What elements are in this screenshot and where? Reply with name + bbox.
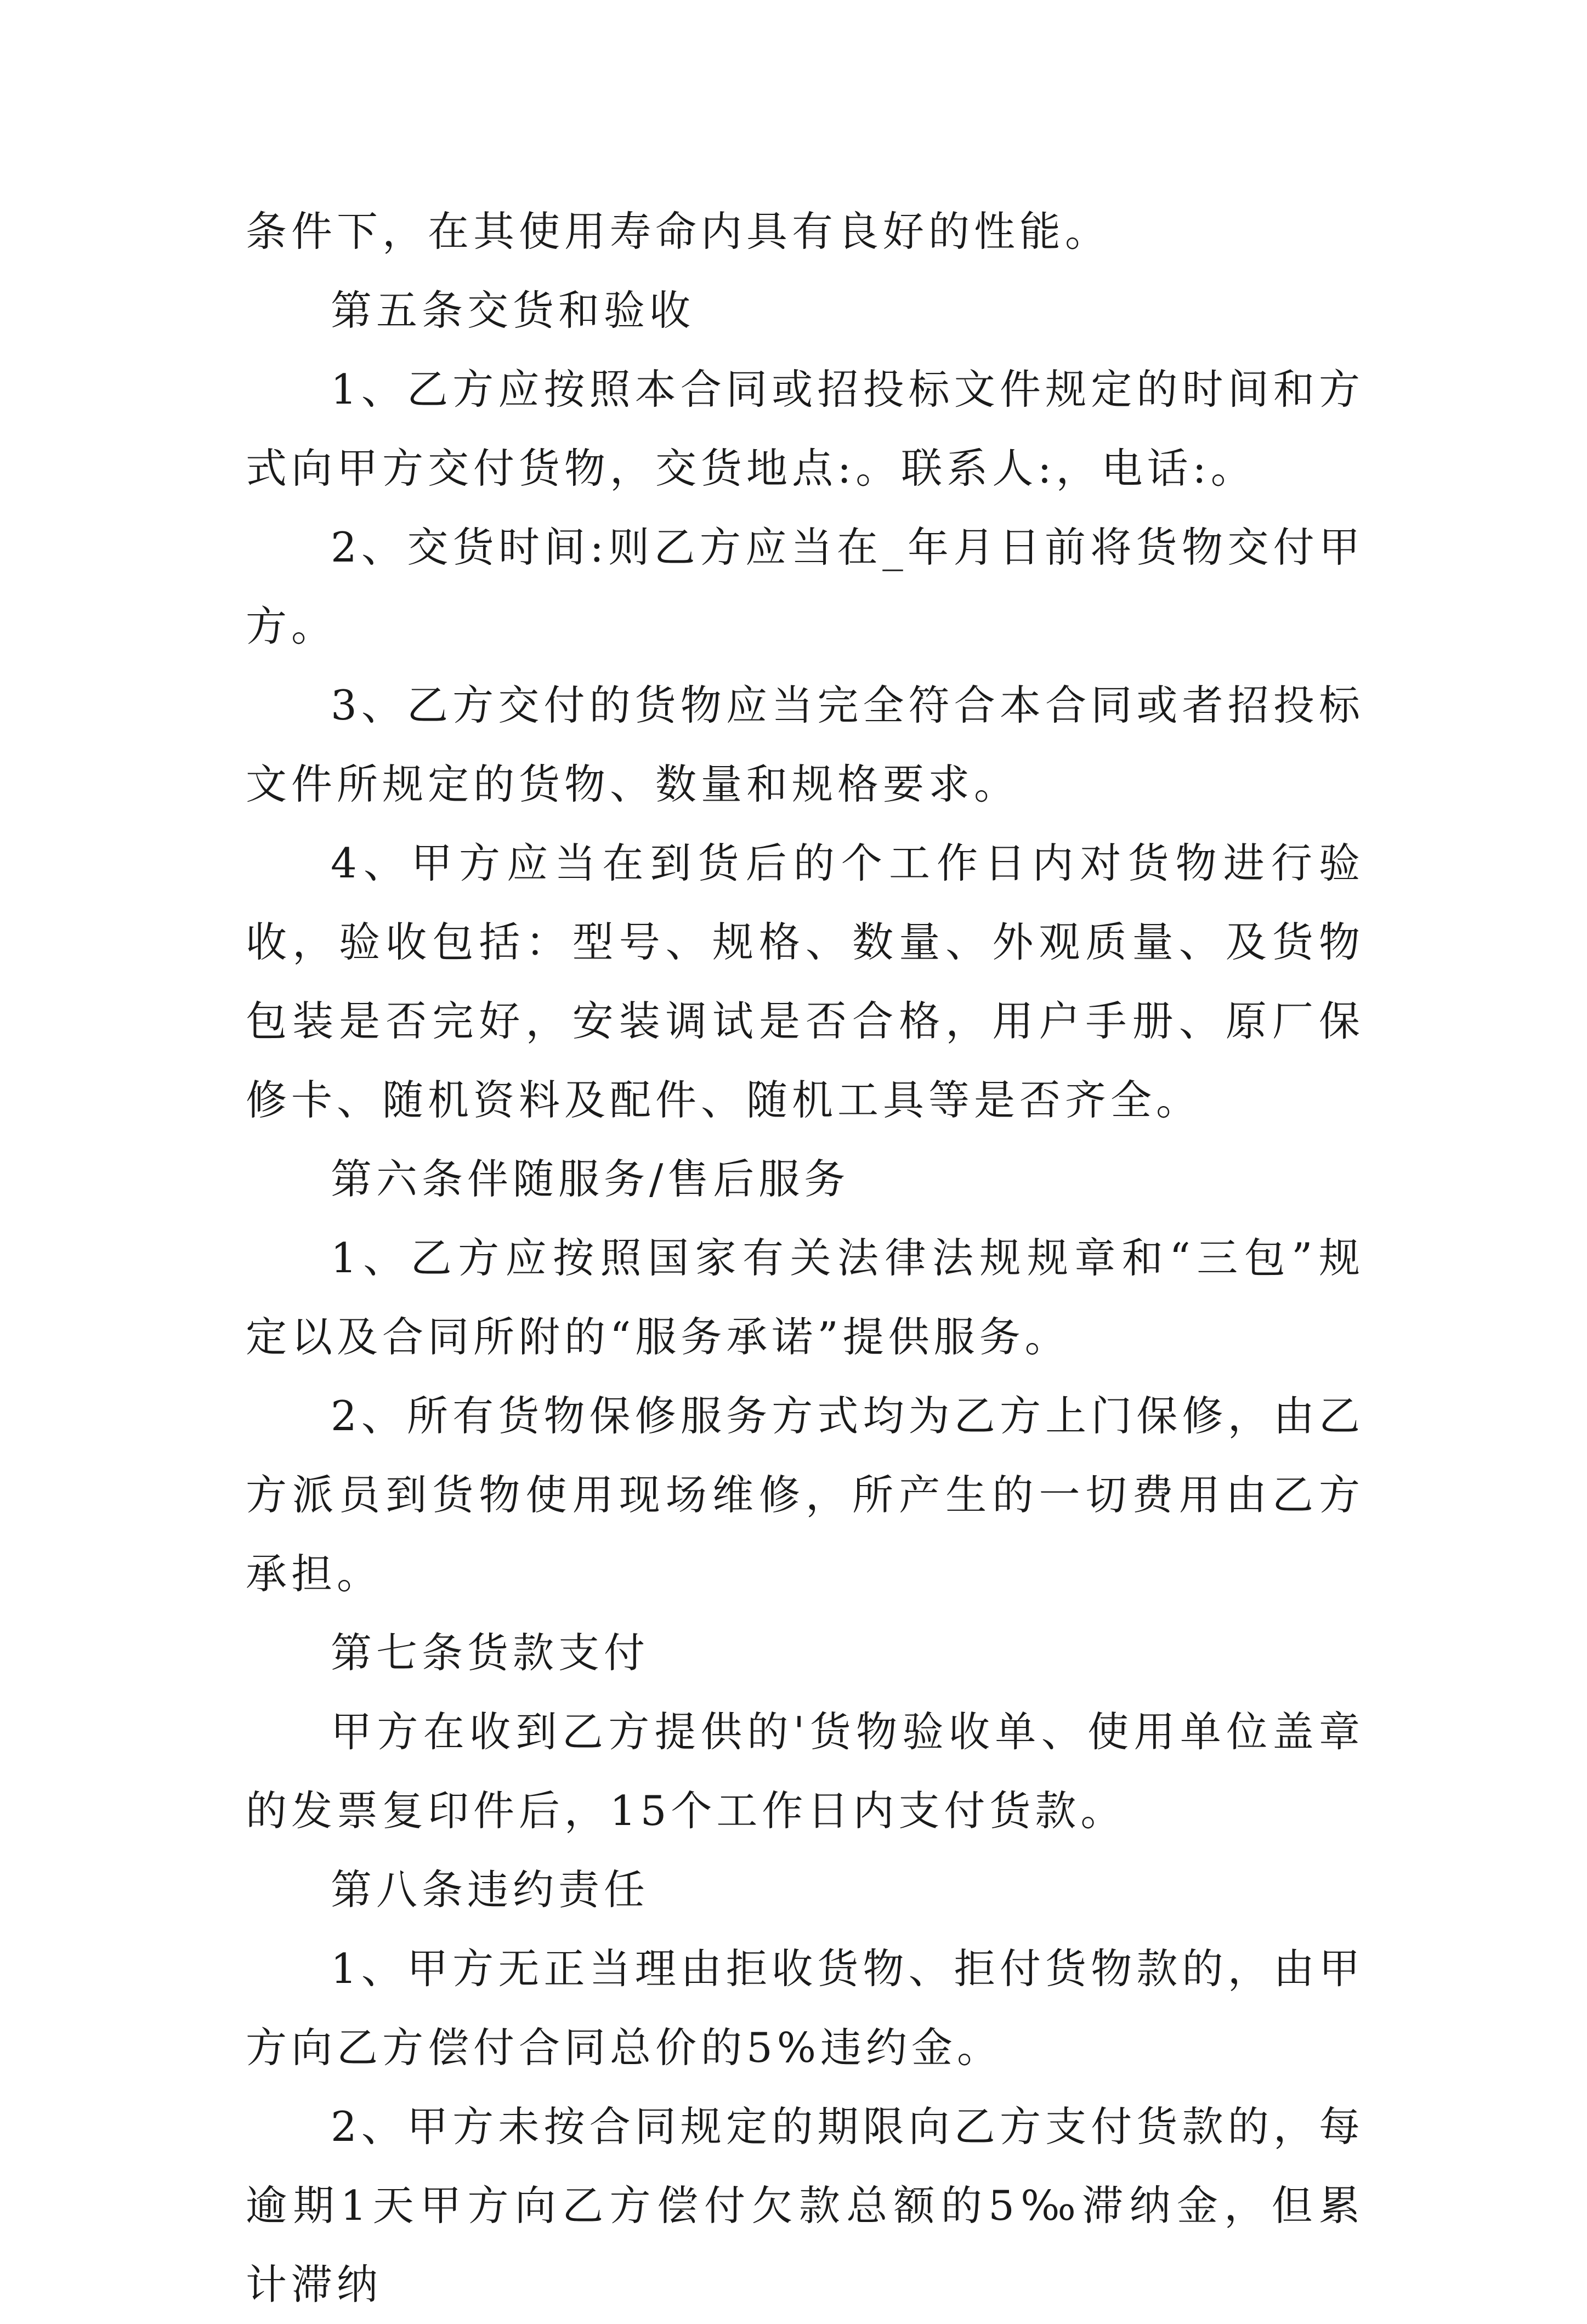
clause-6-2: 2、所有货物保修服务方式均为乙方上门保修，由乙方派员到货物使用现场维修，所产生的一切费用由乙方承担。 <box>246 1392 1364 1598</box>
clause-5-2: 2、交货时间:则乙方应当在_年月日前将货物交付甲方。 <box>246 523 1364 650</box>
clause-8-1: 1、甲方无正当理由拒收货物、拒付货物款的，由甲方向乙方偿付合同总价的5%违约金。 <box>246 1945 1364 2072</box>
clause-8-2: 2、甲方未按合同规定的期限向乙方支付货款的，每逾期1天甲方向乙方偿付欠款总额的5‰滞纳金，但累计滞纳 <box>246 2102 1364 2309</box>
section-heading-8: 第八条违约责任 <box>331 1866 650 1914</box>
clause-5-1: 1、乙方应按照本合同或招投标文件规定的时间和方式向甲方交付货物，交货地点:。联系人:，电话:。 <box>246 365 1364 492</box>
clause-5-4: 4、甲方应当在到货后的个工作日内对货物进行验收，验收包括：型号、规格、数量、外观质量、及货物包装是否完好，安装调试是否合格，用户手册、原厂保修卡、随机资料及配件、随机工具等是否齐全。 <box>246 839 1364 1124</box>
section-heading-5: 第五条交货和验收 <box>331 286 695 335</box>
document-body <box>246 192 1364 2324</box>
clause-5-3: 3、乙方交付的货物应当完全符合本合同或者招投标文件所规定的货物、数量和规格要求。 <box>246 681 1364 808</box>
clause-6-1: 1、乙方应按照国家有关法律法规规章和“三包”规定以及合同所附的“服务承诺”提供服务。 <box>246 1234 1364 1361</box>
paragraph-continuation: 条件下，在其使用寿命内具有良好的性能。 <box>246 207 1111 256</box>
section-heading-6: 第六条伴随服务/售后服务 <box>331 1155 850 1203</box>
clause-7-text: 甲方在收到乙方提供的'货物验收单、使用单位盖章的发票复印件后，15个工作日内支付货款。 <box>246 1708 1364 1835</box>
section-heading-7: 第七条货款支付 <box>331 1629 650 1677</box>
